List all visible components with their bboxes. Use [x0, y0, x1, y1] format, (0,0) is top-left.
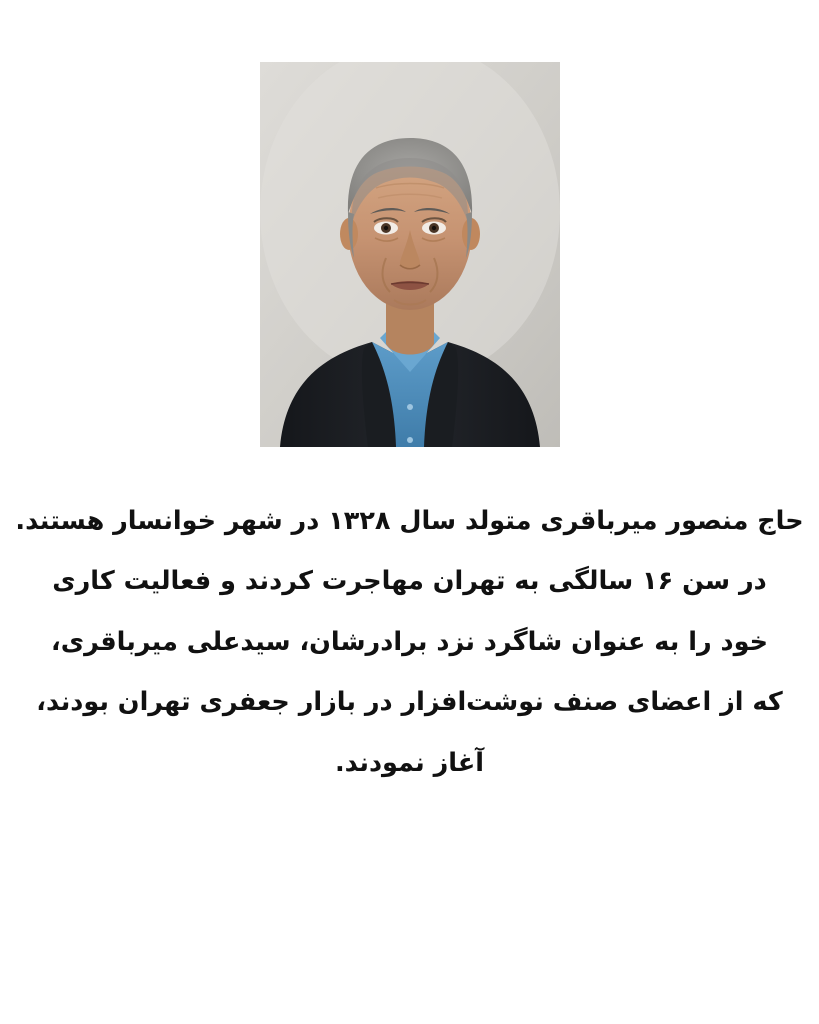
biography-line-1: حاج منصور میرباقری متولد سال ۱۳۲۸ در شهر خوانسار هستند.	[15, 506, 804, 536]
biography-text	[15, 491, 805, 793]
portrait-illustration	[260, 62, 560, 447]
biography-line-3: خود را به عنوان شاگرد نزد برادرشان، سیدعلی میرباقری،	[51, 626, 768, 657]
portrait-photo	[260, 62, 560, 447]
biography-line-2: در سن ۱۶ سالگی به تهران مهاجرت کردند و فعالیت کاری	[52, 566, 767, 597]
biography-line-4: که از اعضای صنف نوشت‌افزار در بازار جعفری تهران بودند،	[36, 687, 783, 718]
biography-line-5: آغاز نمودند.	[334, 747, 485, 778]
